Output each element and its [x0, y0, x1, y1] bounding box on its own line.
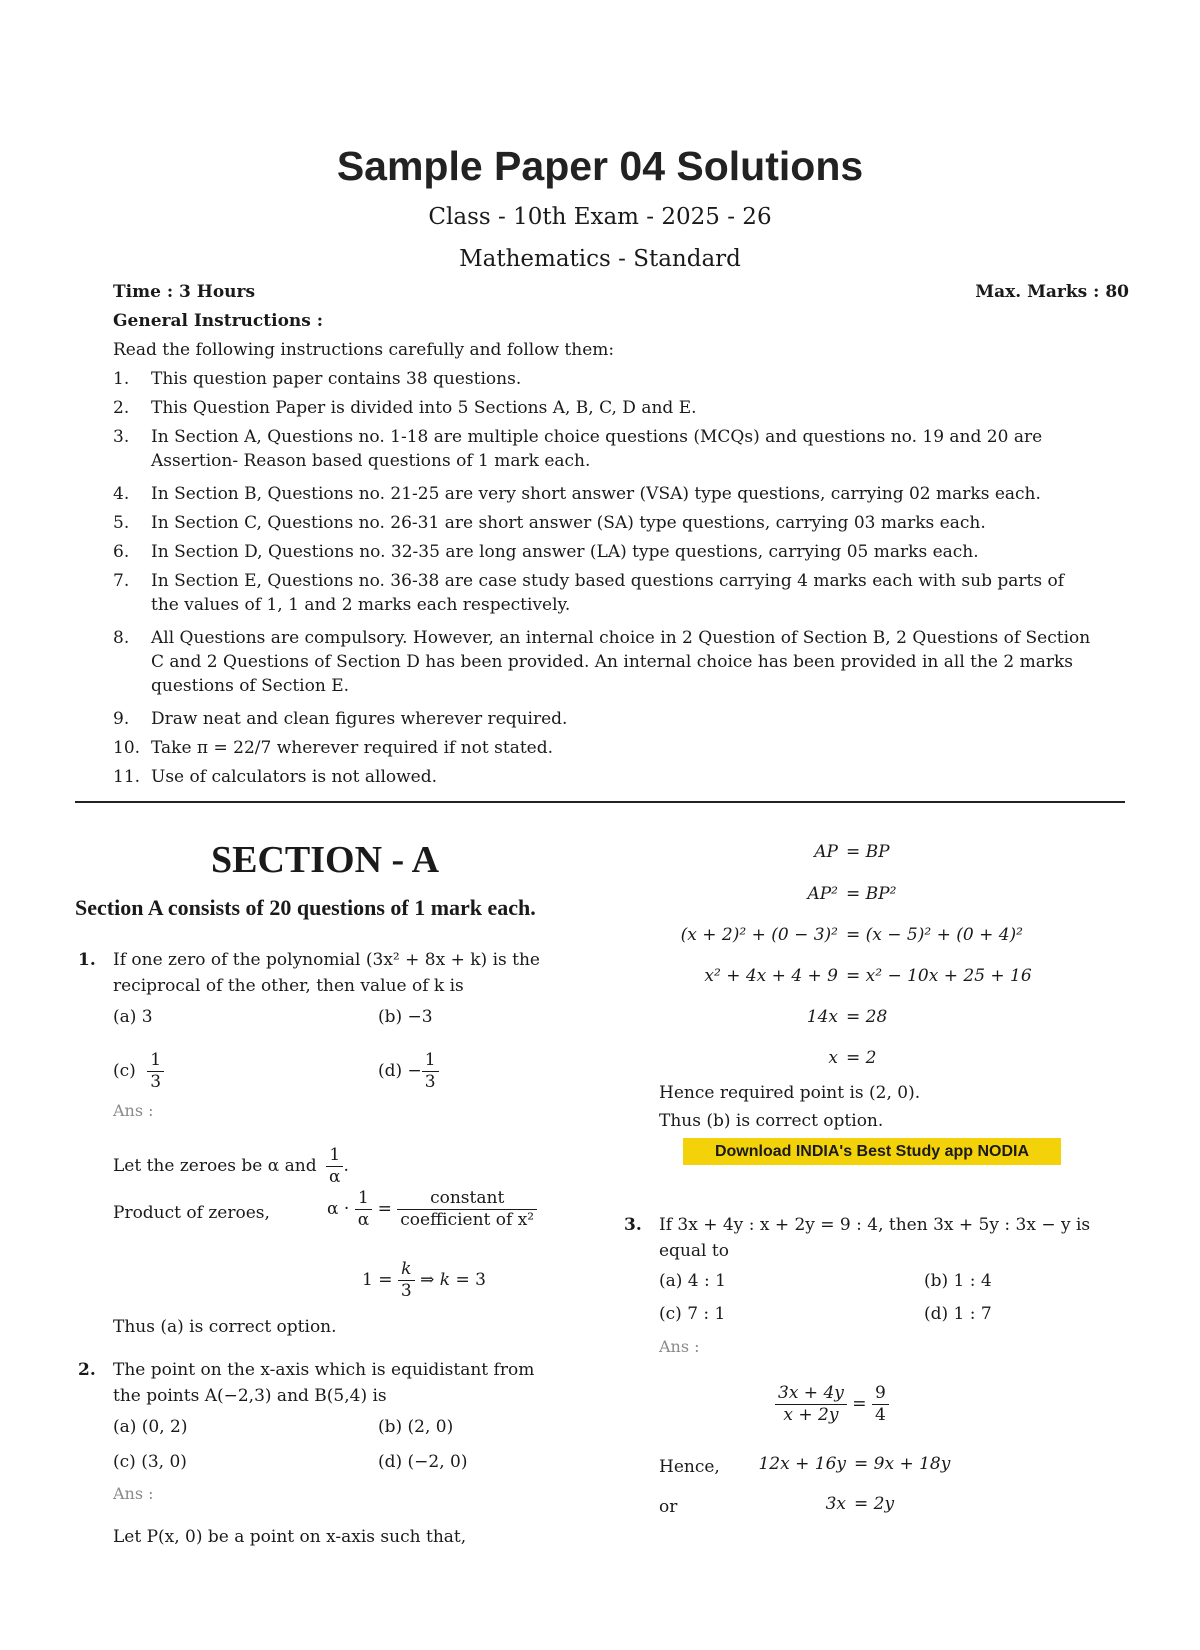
- answer-conclusion: Thus (b) is correct option.: [659, 1111, 884, 1131]
- product-label: Product of zeroes,: [113, 1203, 270, 1223]
- option-d: (d) (−2, 0): [378, 1452, 468, 1472]
- question-text: reciprocal of the other, then value of k is: [113, 976, 464, 996]
- equation-left: 14x: [806, 1007, 838, 1027]
- alpha-symbol: α: [327, 1199, 339, 1219]
- instruction-text: Assertion- Reason based questions of 1 mark each.: [151, 451, 591, 471]
- equation-left: x² + 4x + 4 + 9: [704, 966, 838, 986]
- page-title: Sample Paper 04 Solutions: [336, 143, 864, 189]
- instruction-text: This Question Paper is divided into 5 Sections A, B, C, D and E.: [151, 398, 697, 418]
- reciprocal-fraction: $\frac{1}{\alpha}$: [326, 1145, 343, 1188]
- instruction-text: This question paper contains 38 questions.: [151, 369, 522, 389]
- option-b: (b) −3: [378, 1007, 433, 1027]
- instruction-number: 7.: [113, 571, 130, 591]
- instruction-text: Draw neat and clean figures wherever required.: [151, 709, 568, 729]
- option-a: (a) (0, 2): [113, 1417, 188, 1437]
- instruction-number: 10.: [113, 738, 141, 758]
- equation-right: = 28: [846, 1007, 888, 1027]
- answer-label: Ans :: [659, 1337, 700, 1356]
- equation-left: AP²: [807, 884, 838, 904]
- instruction-number: 2.: [113, 398, 130, 418]
- equation-right: = BP²: [846, 884, 897, 904]
- answer-label: Ans :: [113, 1101, 154, 1120]
- instruction-number: 1.: [113, 369, 130, 389]
- instruction-text: In Section E, Questions no. 36-38 are case study based questions carrying 4 marks each with sub parts of: [151, 571, 1065, 591]
- instruction-number: 11.: [113, 767, 141, 787]
- question-text: The point on the x-axis which is equidistant from: [113, 1360, 535, 1380]
- k-over-3-fraction: $\frac{k}{3}$: [398, 1259, 415, 1302]
- option-a: (a) 3: [113, 1007, 153, 1027]
- coefficient-text: coefficient of x²: [400, 1210, 535, 1230]
- answer-hence: Hence required point is (2, 0).: [659, 1083, 921, 1103]
- instruction-number: 9.: [113, 709, 130, 729]
- option-d-label: (d) −: [378, 1061, 422, 1081]
- answer-text: Let the zeroes be α and $\frac{1}{\alpha}$ .: [113, 1145, 349, 1187]
- instruction-text: All Questions are compulsory. However, an internal choice in 2 Question of Section B, 2 Questions of Section: [151, 628, 1091, 648]
- one-third-fraction: $\frac{1}{3}$: [422, 1050, 439, 1093]
- equation-right: = (x − 5)² + (0 + 4)²: [846, 925, 1023, 945]
- instruction-text: Take π = 22/7 wherever required if not stated.: [151, 738, 554, 758]
- option-c-label: (c): [113, 1061, 136, 1081]
- instruction-number: 5.: [113, 513, 130, 533]
- ratio-equation: $\frac{3x + 4y}{x + 2y}$ = $\frac{9}{4}$: [775, 1383, 889, 1426]
- option-b: (b) 1 : 4: [924, 1271, 992, 1291]
- option-b: (b) (2, 0): [378, 1417, 454, 1437]
- option-c: [113, 1050, 164, 1093]
- equation-left: x: [828, 1048, 838, 1068]
- max-marks-label: Max. Marks : 80: [975, 282, 1129, 302]
- instruction-number: 4.: [113, 484, 130, 504]
- equation-left: 3x: [825, 1494, 846, 1514]
- instruction-text: In Section C, Questions no. 26-31 are short answer (SA) type questions, carrying 03 marks each.: [151, 513, 986, 533]
- time-label: Time : 3 Hours: [113, 282, 256, 302]
- instruction-number: 6.: [113, 542, 130, 562]
- ratio-right-numerator: 9: [872, 1383, 889, 1405]
- subject-line: Mathematics - Standard: [459, 246, 741, 272]
- instructions-heading: General Instructions :: [113, 311, 324, 331]
- ratio-denominator: x + 2y: [783, 1405, 839, 1425]
- download-app-banner[interactable]: Download INDIA's Best Study app NODIA: [683, 1138, 1061, 1165]
- reciprocal-fraction: $\frac{1}{\alpha}$: [355, 1188, 372, 1231]
- option-d: [378, 1050, 439, 1093]
- question-text: equal to: [659, 1241, 729, 1261]
- instruction-text: questions of Section E.: [151, 676, 350, 696]
- equation-right: = 2: [846, 1048, 877, 1068]
- instruction-number: 8.: [113, 628, 130, 648]
- question-number: 3.: [624, 1215, 642, 1235]
- question-text: If one zero of the polynomial (3x² + 8x + k) is the: [113, 950, 540, 970]
- ratio-numerator: 3x + 4y: [775, 1383, 847, 1405]
- equation-left: AP: [814, 842, 838, 862]
- constant-over-coefficient-fraction: [397, 1188, 537, 1231]
- class-line: Class - 10th Exam - 2025 - 26: [428, 204, 772, 230]
- section-description: Section A consists of 20 questions of 1 mark each.: [75, 895, 536, 920]
- option-c: (c) (3, 0): [113, 1452, 187, 1472]
- instruction-text: the values of 1, 1 and 2 marks each respectively.: [151, 595, 571, 615]
- answer-text: Let P(x, 0) be a point on x-axis such that,: [113, 1527, 467, 1547]
- equation-right: = BP: [846, 842, 890, 862]
- instruction-text: In Section B, Questions no. 21-25 are very short answer (VSA) type questions, carrying 02 marks each.: [151, 484, 1041, 504]
- section-divider: [75, 801, 1125, 803]
- option-c: (c) 7 : 1: [659, 1304, 726, 1324]
- k-equation: 1 = $\frac{k}{3}$ ⇒ k = 3: [362, 1259, 486, 1301]
- one-third-fraction: $\frac{1}{3}$: [147, 1050, 164, 1093]
- equation-right: = 9x + 18y: [854, 1454, 951, 1474]
- ratio-right-denominator: 4: [874, 1405, 886, 1425]
- equation-left: (x + 2)² + (0 − 3)²: [680, 925, 838, 945]
- equation-left: 12x + 16y: [758, 1454, 846, 1474]
- instruction-text: In Section D, Questions no. 32-35 are long answer (LA) type questions, carrying 05 marks each.: [151, 542, 979, 562]
- constant-text: constant: [397, 1188, 537, 1210]
- option-d: (d) 1 : 7: [924, 1304, 992, 1324]
- instructions-intro: Read the following instructions carefully and follow them:: [113, 340, 615, 360]
- question-number: 2.: [78, 1360, 96, 1380]
- question-text: the points A(−2,3) and B(5,4) is: [113, 1386, 387, 1406]
- section-heading: SECTION - A: [210, 839, 440, 881]
- question-number: 1.: [78, 950, 96, 970]
- ratio-left-fraction: [775, 1383, 847, 1426]
- ratio-right-fraction: [872, 1383, 889, 1426]
- answer-label: Ans :: [113, 1484, 154, 1503]
- product-equation: α · $\frac{1}{\alpha}$ = $\frac{\text{constant}}{\text{coefficient of x²}}$: [327, 1188, 537, 1231]
- equation-right: = 2y: [854, 1494, 895, 1514]
- question-text: If 3x + 4y : x + 2y = 9 : 4, then 3x + 5y : 3x − y is: [659, 1215, 1091, 1235]
- instruction-number: 3.: [113, 427, 130, 447]
- answer-let-text: Let the zeroes be α and: [113, 1156, 317, 1176]
- or-label: or: [659, 1497, 678, 1517]
- equation-right: = x² − 10x + 25 + 16: [846, 966, 1032, 986]
- instruction-text: Use of calculators is not allowed.: [151, 767, 438, 787]
- instruction-text: In Section A, Questions no. 1-18 are multiple choice questions (MCQs) and questions no. 19 and 20 are: [151, 427, 1043, 447]
- hence-label: Hence,: [659, 1457, 720, 1477]
- instruction-text: C and 2 Questions of Section D has been provided. An internal choice has been provided in all the 2 marks: [151, 652, 1074, 672]
- option-a: (a) 4 : 1: [659, 1271, 726, 1291]
- answer-conclusion: Thus (a) is correct option.: [113, 1317, 337, 1337]
